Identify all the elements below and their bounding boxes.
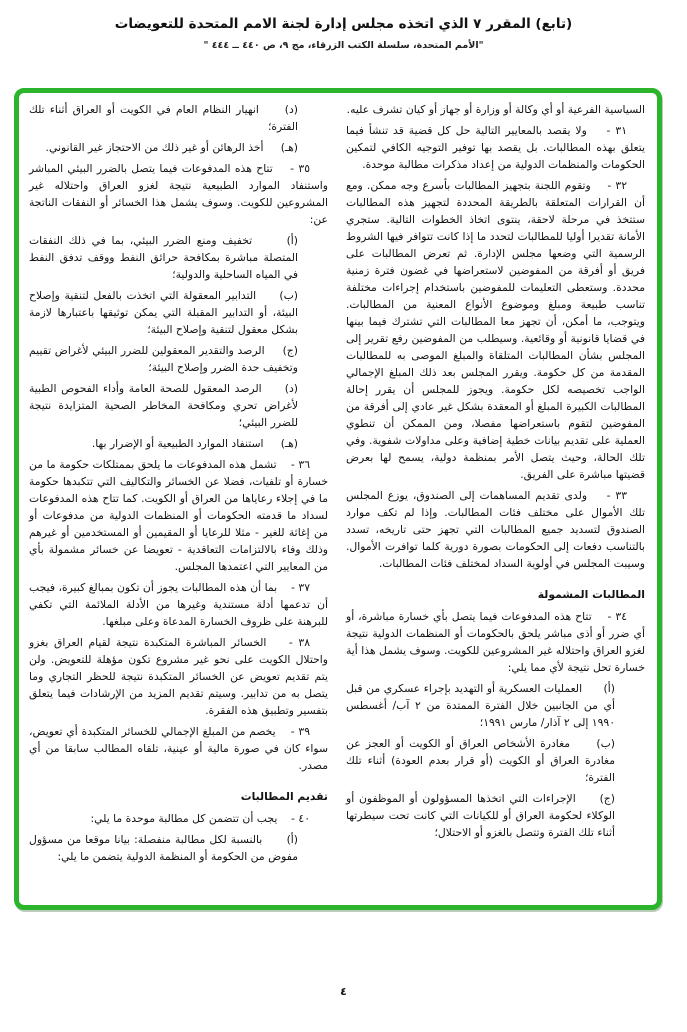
paragraph: ٣٨ - الخسائر المباشرة المتكبدة نتيجة لقيام العراق بغزو واحتلال الكويت على نحو غير مشروع تكون مؤهلة للتعويض. ولن يتم تقديم تعويض عن الخسائر المتكبدة نتيجة للحظر التجاري وما يتصل به من تدابير. وسيتم تقديم المزيد من الإرشادات فيما يتعلق بتفسير وتطبيق هذه الفقرة. <box>29 636 328 717</box>
paragraph: ٣٧ - بما أن هذه المطالبات يجوز أن تكون بمبالغ كبيرة، فيجب أن تدعمها أدلة مستندية وغيرها من الأدلة الملائمة التي تكفي للبرهنة على ظروف الخسارة المدعاة وعلى مبلغها. <box>29 581 328 628</box>
paragraph: (ب) التدابير المعقولة التي اتخذت بالفعل لتنقية وإصلاح البيئة، أو التدابير المقبلة التي يمكن توثيقها باعتبارها لازمة بشكل معقول لتنقية وإصلاح البيئة؛ <box>29 289 298 336</box>
paragraph: ٤٠ - يجب أن تتضمن كل مطالبة موحدة ما يلي: <box>90 812 310 825</box>
paragraph: (أ) تخفيف ومنع الضرر البيئي، بما في ذلك النفقات المتصلة مباشرة بمكافحة حرائق النفط ووقف تدفق النفط في المياه الساحلية والدولية؛ <box>29 234 298 281</box>
paragraph: (أ) بالنسبة لكل مطالبة منفصلة: بيانا موقعا من مسؤول مفوض من الحكومة أو المنظمة الدولية يتضمن ما يلي: <box>29 833 298 863</box>
page-number: ٤ <box>340 985 347 998</box>
paragraph: ٣١ - ولا يقصد بالمعايير التالية حل كل قضية قد تنشأ فيما يتعلق بهذه المطالبات. بل يقصد بها توفير التوجيه الكافي لتمكين الحكومات والمنظمات الدولية من إعداد مذكرات مطالبة موحدة. <box>346 124 645 171</box>
paragraph: (ج) الإجراءات التي اتخذها المسؤولون أو الموظفون أو الوكلاء لحكومة العراق أو للكيانات التي كانت تحت سيطرتها أثناء تلك الفترة وتتصل بالغزو أو الاحتلال؛ <box>346 792 615 839</box>
document-source-citation: "الأمم المتحدة، سلسلة الكتب الزرقاء، مج ٩، ص ٤٤٠ ــ ٤٤٤ " <box>203 40 484 51</box>
two-column-text <box>29 101 645 899</box>
paragraph: (ب) مغادرة الأشخاص العراق أو الكويت أو العجز عن مغادرة العراق أو الكويت (أو قرار بعدم العودة) أثناء تلك الفترة؛ <box>346 737 615 784</box>
document-title: (تابع) المقرر ٧ الذي اتخذه مجلس إدارة لجنة الامم المتحدة للتعويضات <box>114 16 573 32</box>
paragraph: (هـ) أخذ الرهائن أو غير ذلك من الاحتجاز غير القانوني. <box>45 141 298 154</box>
paragraph: ٣٥ - تتاح هذه المدفوعات فيما يتصل بالضرر البيئي المباشر واستنفاد الموارد الطبيعية نتيجة لغزو العراق واحتلاله غير المشروعين للكويت. وسوف يشمل هذا الخسائر أو النفقات الناتجة عن: <box>29 162 328 226</box>
paragraph: (أ) العمليات العسكرية أو التهديد بإجراء عسكري من قبل أي من الجانبين خلال الفترة الممتدة من ٢ آب/ أغسطس ١٩٩٠ إلى ٢ آذار/ مارس ١٩٩١؛ <box>346 682 615 729</box>
paragraph: (د) الرصد المعقول للصحة العامة وأداء الفحوص الطبية لأغراض تحري ومكافحة المخاطر الصحية المتزايدة نتيجة للضرر البيئي؛ <box>29 382 298 429</box>
paragraph: ٣٩ - يخصم من المبلغ الإجمالي للخسائر المتكبدة أي تعويض، سواء كان في صورة مالية أو عينية، تلقاه المطالب سابقا من أي مصدر. <box>29 725 328 772</box>
paragraph: ٣٣ - ولدى تقديم المساهمات إلى الصندوق، يوزع المجلس تلك الأموال على مختلف فئات المطالبات. وإذا لم تكف موارد الصندوق لتسديد جميع المطالبات التي تجهز حتى تاريخه، تسدد بالتناسب دفعات إلى الحكومات بصورة دورية كلما توافرت الأموال. وسيبت المجلس في أولوية السداد لمختلف فئات المطالبات. <box>346 489 645 570</box>
paragraph: ٣٤ - تتاح هذه المدفوعات فيما يتصل بأي خسارة مباشرة، أو أي ضرر أو أذى مباشر يلحق بالحكومات أو المنظمات الدولية نتيجة لغزو العراق واحتلاله غير المشروعين للكويت. وسوف يشمل هذا أية خسارة تحل نتيجة لأي مما يلي: <box>346 610 645 674</box>
section-heading: المطالبات المشمولة <box>537 588 645 601</box>
document-header <box>0 16 687 51</box>
paragraph: ٣٢ - وتقوم اللجنة بتجهيز المطالبات بأسرع وجه ممكن. ومع أن القرارات المتعلقة بالطريقة المحددة لتجهيز هذه المطالبات ستتخذ في مرحلة لاحقة، ينتوى اتخاذ الخطوات التالية. ستجري الأمانة تقديرا أوليا للمطالبات لتحدد ما إذا كانت تتوافر فيها الشروط الرسمية التي وضعها مجلس الإدارة. ثم تعرض المطالبات على فريق أو أفرقة من المفوضين لاستعراضها في غضون فترة زمنية محددة. وستعطى التعليمات للمفوضين باستخدام إجراءات مختلفة تناسب طبيعة ومبلغ وموضوع الأنواع المعنية من المطالبات. ويتوجب، ما أمكن، أن تجهز معا المطالبات التي تشترك فيما بينها في قضايا قانونية أو وقائعية. وسيطلب من المفوضين رفع تقرير إلى المجلس بشأن المطالبات المتلقاة والمبلغ الموصى به للمطالبات المقدمة من كل حكومة. ويقرر المجلس بعد ذلك المبلغ الإجمالي الواجب تخصيصه لكل حكومة. ويجوز للمجلس أن يقرر إحالة المطالبات الكبيرة المبلغ أو المعقدة بشكل غير عادي إلى أفرقة من المفوضين لتقوم باستعراضها مفصلا، ومن الممكن أن تنطوي العملية على تقديم بيانات خطية إضافية وعلى مداولات شفوية. وفي تلك الحالة، وحيث يتصل الأمر بمنظمة دولية، يسمح لها بعرض قضيتها مباشرة على الفريق. <box>346 179 645 481</box>
paragraph: السياسية الفرعية أو أي وكالة أو وزارة أو جهاز أو كيان تشرف عليه. <box>346 103 645 116</box>
paragraph: ٣٦ - تشمل هذه المدفوعات ما يلحق بممتلكات حكومة ما من خسارة أو تلفيات، فضلا عن الخسائر والتكاليف التي تتكبدها حكومة ما في إجلاء رعاياها من العراق أو الكويت. كما تتاح هذه المدفوعات لسداد ما قدمته الحكومات أو المنظمات الدولية من مدفوعات أو من إغاثة للغير - مثلا للرعايا أو المقيمين أو المستخدمين أو غيرهم وذلك وفاء بالالتزامات التعاقدية - تعويضا عن خسائر مشمولة بأي من المعايير التي اعتمدها المجلس. <box>29 458 328 573</box>
section-heading: تقديم المطالبات <box>240 790 328 803</box>
paragraph: (ج) الرصد والتقدير المعقولين للضرر البيئي لأغراض تقييم وتخفيف حدة الضرر وإصلاح البيئة؛ <box>29 344 298 374</box>
text-column-right <box>346 101 645 899</box>
highlighted-content-box <box>14 88 662 910</box>
paragraph: (د) انهيار النظام العام في الكويت أو العراق أثناء تلك الفترة؛ <box>29 103 298 133</box>
paragraph: (هـ) استنفاد الموارد الطبيعية أو الإضرار بها. <box>91 437 298 450</box>
text-column-left <box>29 101 328 899</box>
